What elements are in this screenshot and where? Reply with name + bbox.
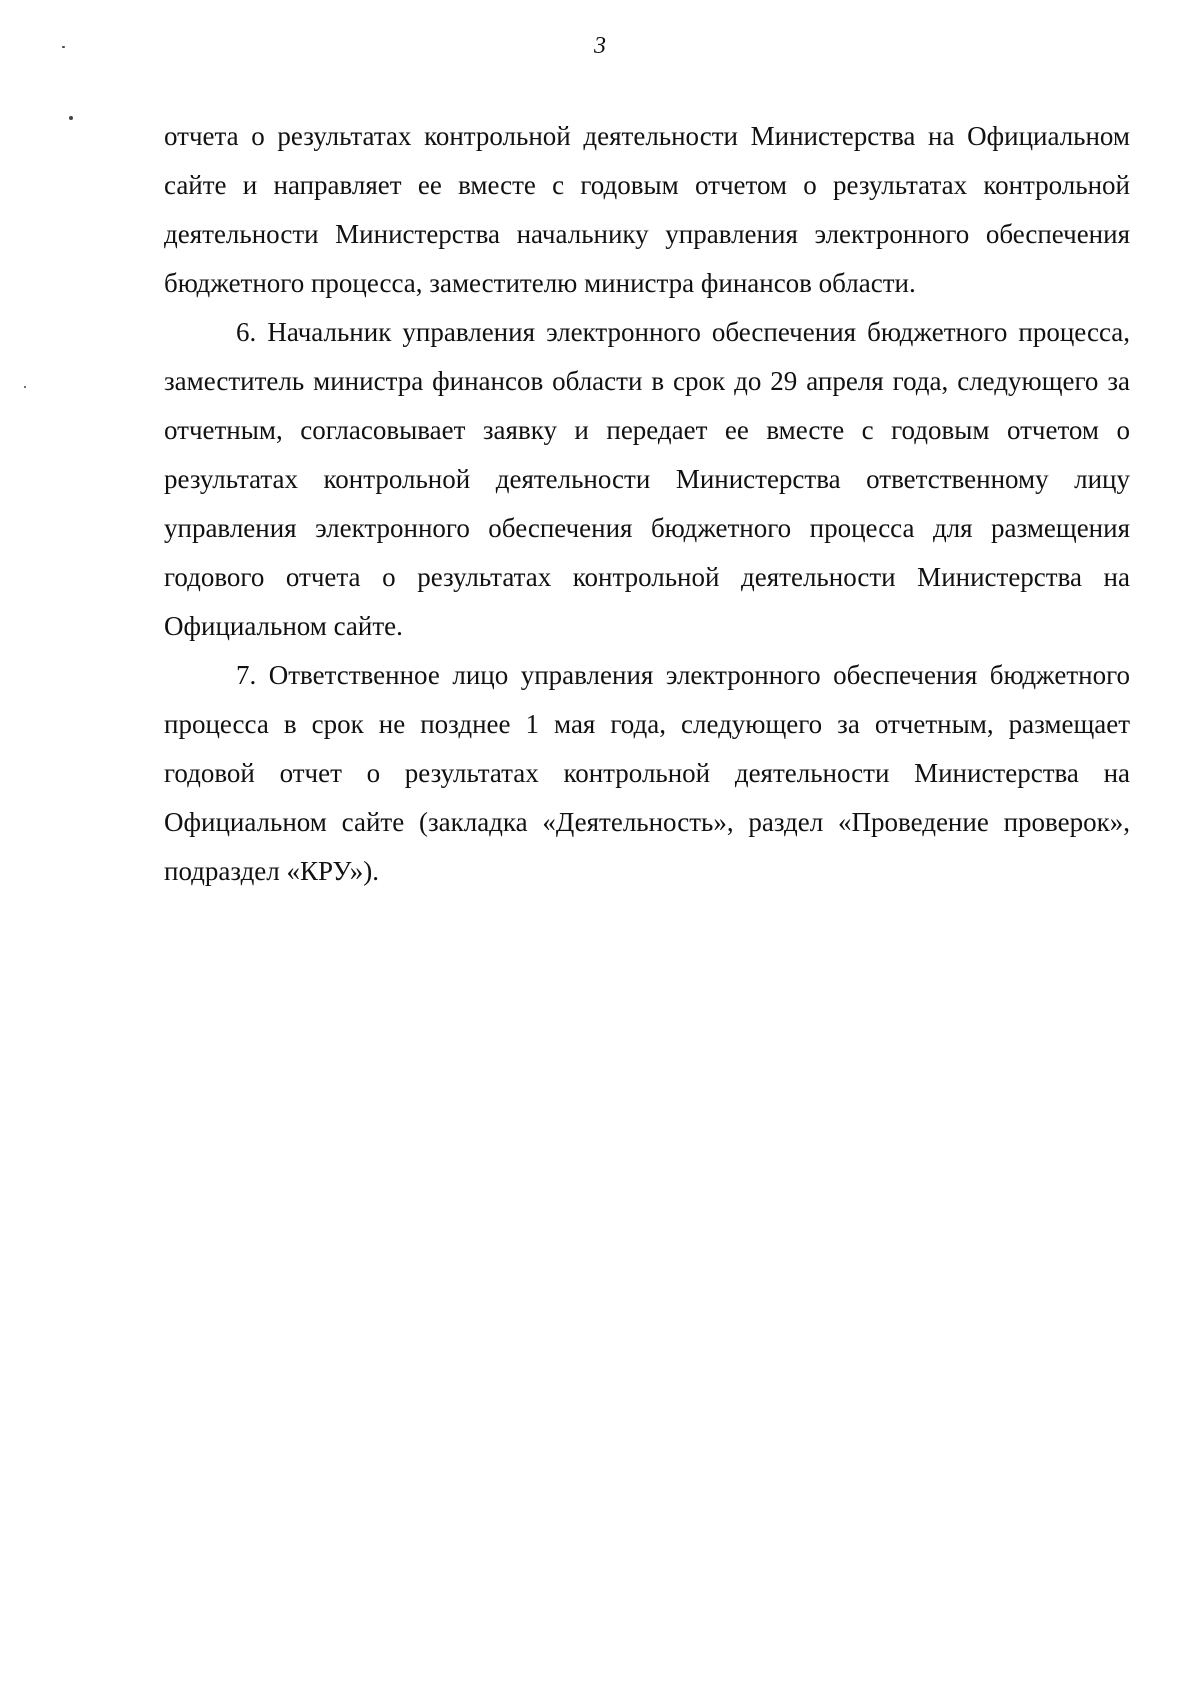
paragraph-continuation: отчета о результатах контрольной деятельности Министерства на Официальном сайте и направляет ее вместе с годовым отчетом о результатах контрольной деятельности Министерства начальнику управления электронного обеспечения бюджетного процесса, заместителю министра финансов области. (164, 121, 1130, 298)
scan-speck (24, 386, 26, 388)
paragraph-item-6: 6. Начальник управления электронного обеспечения бюджетного процесса, заместитель министра финансов области в срок до 29 апреля года, следующего за отчетным, согласовывает заявку и передает ее вместе с годовым отчетом о результатах контрольной деятельности Министерства ответственному лицу управления электронного обеспечения бюджетного процесса для размещения годового отчета о результатах контрольной деятельности Министерства на Официальном сайте. (164, 317, 1130, 641)
paragraph-item-7: 7. Ответственное лицо управления электронного обеспечения бюджетного процесса в срок не позднее 1 мая года, следующего за отчетным, размещает годовой отчет о результатах контрольной деятельности Министерства на Официальном сайте (закладка «Деятельность», раздел «Проведение проверок», подраздел «КРУ»). (164, 660, 1130, 886)
page-number: 3 (594, 33, 606, 59)
scan-speck (69, 116, 73, 120)
scan-speck (62, 46, 65, 48)
document-body (164, 112, 1130, 896)
